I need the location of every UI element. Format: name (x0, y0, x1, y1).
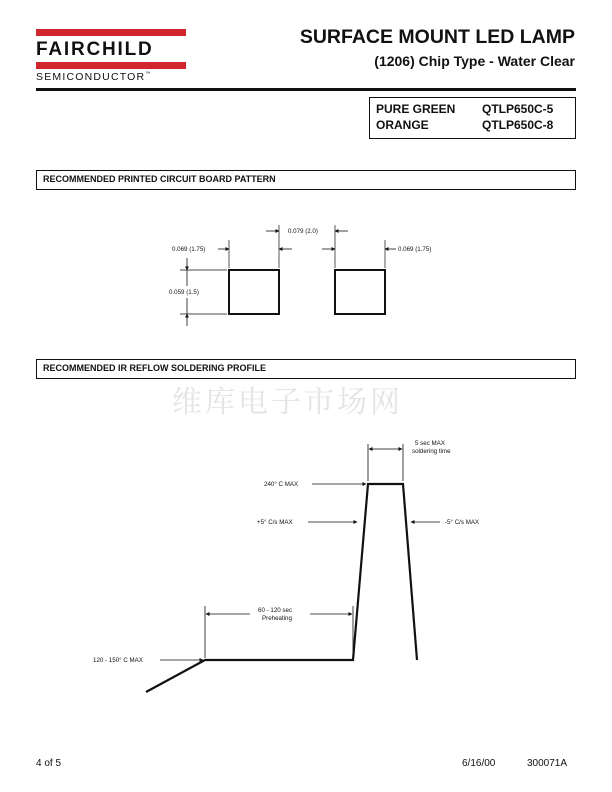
footer-date: 6/16/00 (462, 758, 496, 769)
peak-temp-label: 240° C MAX (264, 481, 299, 488)
reflow-profile-curve (146, 484, 417, 692)
dim-gap-label: 0.079 (2.0) (288, 228, 318, 235)
pcb-pad-right (335, 270, 385, 314)
peak-time-label-1: 5 sec MAX (415, 440, 445, 447)
logo-subtext: SEMICONDUCTOR™ (36, 71, 152, 83)
pcb-pad-left (229, 270, 279, 314)
preheat-label-1: 60 - 120 sec (258, 607, 293, 614)
pcb-heading-text: RECOMMENDED PRINTED CIRCUIT BOARD PATTERN (43, 174, 276, 184)
reflow-heading-text: RECOMMENDED IR REFLOW SOLDERING PROFILE (43, 363, 267, 373)
ramp-down-label: -5° C/s MAX (445, 519, 480, 526)
peak-time-dimension (368, 444, 403, 481)
watermark: 维库电子市场网 (172, 385, 403, 420)
trademark-mark: ™ (145, 71, 152, 77)
preheat-label-2: Preheating (262, 615, 292, 622)
page-subtitle: (1206) Chip Type - Water Clear (374, 53, 575, 69)
part-number-orange: QTLP650C-8 (482, 118, 554, 132)
dim-height-label: 0.059 (1.5) (169, 289, 199, 296)
part-number-green: QTLP650C-5 (482, 102, 554, 116)
peak-time-label-2: soldering time (412, 448, 451, 455)
footer-doc-number: 300071A (527, 758, 568, 769)
dim-right-width-label: 0.069 (1.75) (398, 246, 432, 253)
page-title: SURFACE MOUNT LED LAMP (299, 26, 575, 48)
part-color-green: PURE GREEN (376, 102, 456, 116)
dim-left-width-label: 0.069 (1.75) (172, 246, 206, 253)
ramp-up-label: +5° C/s MAX (257, 519, 293, 526)
logo-wordmark: FAIRCHILD (36, 39, 154, 60)
preheat-temp-label: 120 - 150° C MAX (93, 657, 143, 664)
footer-page-number: 4 of 5 (36, 758, 62, 769)
part-color-orange: ORANGE (376, 118, 429, 132)
